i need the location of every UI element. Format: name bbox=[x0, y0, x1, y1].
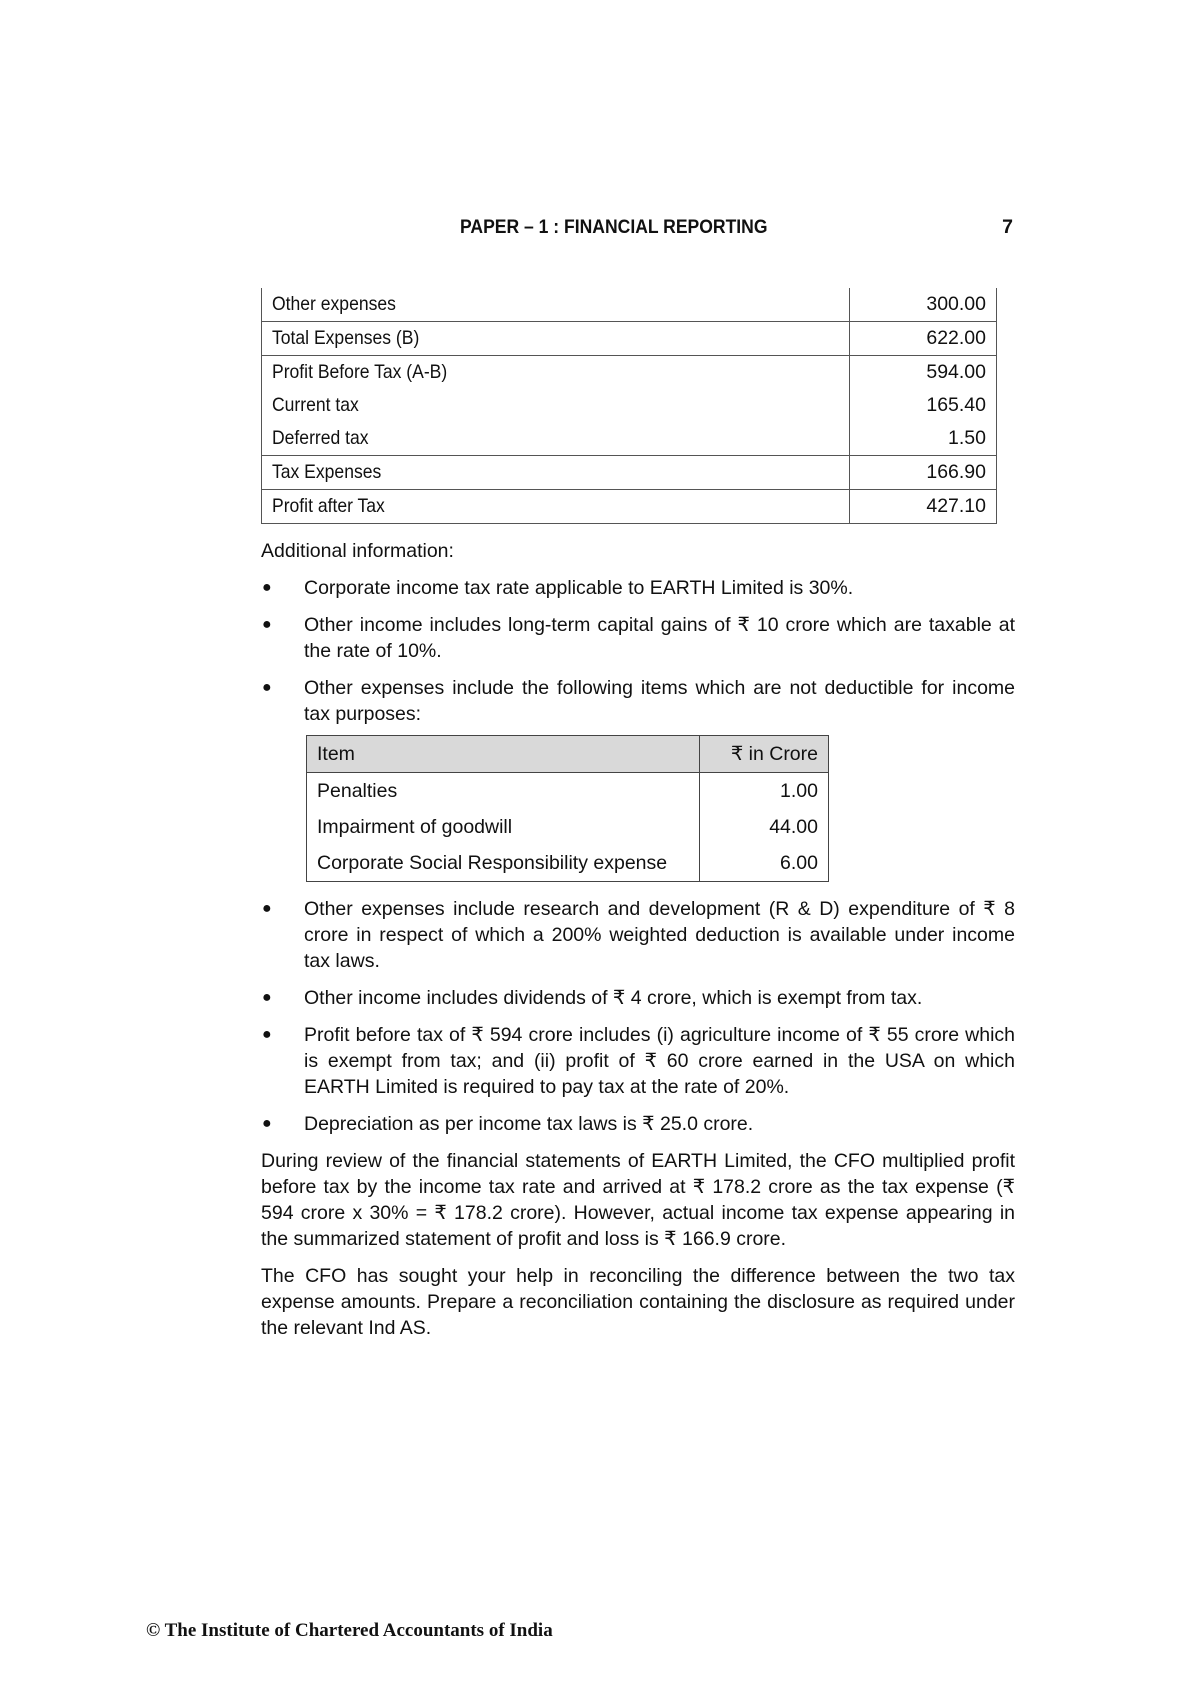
bullet-icon: ● bbox=[262, 1026, 272, 1043]
row-amount: 594.00 bbox=[850, 356, 997, 390]
item-amount: 1.00 bbox=[700, 773, 829, 810]
list-item: ● Other expenses include research and development (R & D) expenditure of ₹ 8 crore in respect of which a 200% weighted deduction is available under income tax laws. bbox=[262, 898, 1015, 972]
item-amount: 44.00 bbox=[700, 809, 829, 845]
additional-info-heading: Additional information: bbox=[261, 540, 454, 562]
bullet-icon: ● bbox=[262, 1115, 272, 1132]
paper-title: PAPER – 1 : FINANCIAL REPORTING bbox=[460, 216, 768, 238]
item-name: Corporate Social Responsibility expense bbox=[307, 845, 700, 882]
row-amount: 622.00 bbox=[850, 322, 997, 356]
profit-loss-summary-table bbox=[261, 288, 997, 524]
column-header-amount: ₹ in Crore bbox=[700, 736, 829, 773]
bullet-icon: ● bbox=[262, 616, 272, 633]
main-content bbox=[261, 538, 1015, 1352]
bullet-icon: ● bbox=[262, 679, 272, 696]
row-amount: 166.90 bbox=[850, 456, 997, 490]
bullet-icon: ● bbox=[262, 579, 272, 596]
item-name: Impairment of goodwill bbox=[307, 809, 700, 845]
list-item: ● Profit before tax of ₹ 594 crore includes (i) agriculture income of ₹ 55 crore which is exempt from tax; and (ii) profit of ₹ 60 crore earned in the USA on which EARTH Limited is required to pay tax at the rate of 20%. bbox=[262, 1024, 1015, 1098]
list-item: ● Depreciation as per income tax laws is ₹ 25.0 crore. bbox=[262, 1113, 754, 1135]
list-item: ● Other income includes dividends of ₹ 4 crore, which is exempt from tax. bbox=[262, 987, 923, 1009]
non-deductible-items-table bbox=[306, 735, 829, 882]
table-row bbox=[262, 456, 997, 490]
row-label: Current tax bbox=[262, 389, 850, 422]
bullet-icon: ● bbox=[262, 989, 272, 1006]
table-row bbox=[262, 389, 997, 422]
column-header-item: Item bbox=[307, 736, 700, 773]
table-row bbox=[307, 773, 829, 810]
cfo-review-paragraph: During review of the financial statements of EARTH Limited, the CFO multiplied profit before tax by the income tax rate and arrived at ₹ 178.2 crore as the tax expense (₹ 594 crore x 30% = ₹ 178.2 crore). However, actual income tax expense appearing in the summarized statement of profit and loss is ₹ 166.9 crore. bbox=[261, 1150, 1015, 1250]
table-row bbox=[262, 356, 997, 390]
cfo-request-paragraph: The CFO has sought your help in reconciling the difference between the two tax expense amounts. Prepare a reconciliation containing the disclosure as required under the relevant Ind AS. bbox=[261, 1265, 1015, 1339]
row-label: Tax Expenses bbox=[262, 456, 850, 490]
item-amount: 6.00 bbox=[700, 845, 829, 882]
row-amount: 427.10 bbox=[850, 490, 997, 524]
table-row bbox=[262, 422, 997, 456]
table-header-row bbox=[307, 736, 829, 773]
info-bullet-list bbox=[261, 575, 1015, 1137]
row-amount: 165.40 bbox=[850, 389, 997, 422]
list-item: ● Other expenses include the following items which are not deductible for income tax purposes: Item ₹ in Crore Penalties 1.00 Impairment of goodwill 44.00 Corporate Social Responsibility expense 6.00 bbox=[261, 675, 1015, 882]
row-label: Other expenses bbox=[262, 288, 850, 322]
page-header bbox=[0, 216, 1191, 244]
table-row bbox=[262, 288, 997, 322]
row-amount: 300.00 bbox=[850, 288, 997, 322]
table-row bbox=[262, 322, 997, 356]
row-amount: 1.50 bbox=[850, 422, 997, 456]
table-row bbox=[307, 845, 829, 882]
copyright-footer: © The Institute of Chartered Accountants of India bbox=[146, 1620, 553, 1641]
list-item: ● Other income includes long-term capital gains of ₹ 10 crore which are taxable at the rate of 10%. bbox=[262, 614, 1015, 662]
row-label: Total Expenses (B) bbox=[262, 322, 850, 356]
bullet-icon: ● bbox=[262, 900, 272, 917]
row-label: Deferred tax bbox=[262, 422, 850, 456]
table-row bbox=[262, 490, 997, 524]
list-item: ● Corporate income tax rate applicable to EARTH Limited is 30%. bbox=[262, 577, 854, 599]
row-label: Profit Before Tax (A-B) bbox=[262, 356, 850, 390]
table-row bbox=[307, 809, 829, 845]
item-name: Penalties bbox=[307, 773, 700, 810]
page-number: 7 bbox=[1002, 216, 1013, 238]
row-label: Profit after Tax bbox=[262, 490, 850, 524]
